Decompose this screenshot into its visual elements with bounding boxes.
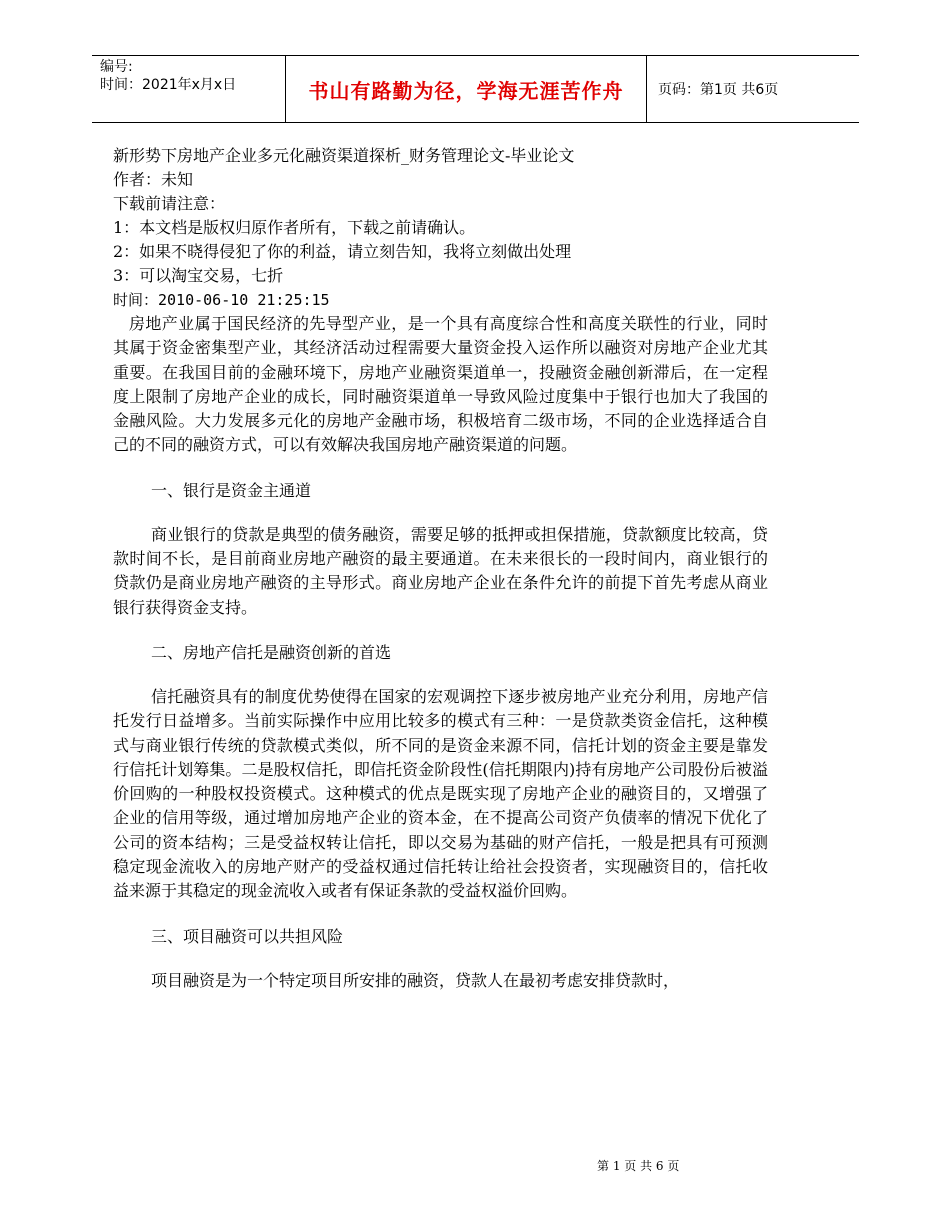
- section-body-3: 项目融资是为一个特定项目所安排的融资，贷款人在最初考虑安排贷款时，: [151, 970, 680, 990]
- header-meta: [100, 58, 236, 94]
- page-header: [92, 55, 859, 123]
- section-heading-2: 二、房地产信托是融资创新的首选: [151, 642, 392, 662]
- section-heading-3: 三、项目融资可以共担风险: [151, 926, 344, 946]
- publish-time: 时间：2010-06-10 21:25:15: [113, 291, 330, 309]
- section-heading-1: 一、银行是资金主通道: [151, 480, 312, 500]
- page-footer: 第 1 页 共 6 页: [597, 1159, 680, 1173]
- notice-item: 2：如果不晓得侵犯了你的利益，请立刻告知，我将立刻做出处理: [113, 242, 572, 261]
- notice-heading: 下载前请注意：: [113, 194, 226, 213]
- doc-number-label: 编号:: [100, 59, 133, 75]
- section-body-1: 商业银行的贷款是典型的债务融资，需要足够的抵押或担保措施，贷款额度比较高，贷款时间不长，是目前商业房地产融资的最主要通道。在未来很长的一段时间内，商业银行的贷款仍是商业房地产融资的主导形式。商业房地产企业在条件允许的前提下首先考虑从商业银行获得资金支持。: [113, 524, 768, 617]
- header-time: 时间：2021年x月x日: [100, 77, 237, 93]
- notice-item: 3：可以淘宝交易，七折: [113, 266, 284, 285]
- header-motto: 书山有路勤为径，学海无涯苦作舟: [285, 56, 647, 122]
- author-line: 作者：未知: [113, 170, 194, 189]
- document-title: 新形势下房地产企业多元化融资渠道探析_财务管理论文-毕业论文: [113, 146, 575, 165]
- notice-item: 1：本文档是版权归原作者所有，下载之前请确认。: [113, 218, 476, 237]
- document-body: [113, 144, 768, 993]
- section-body-2: 信托融资具有的制度优势使得在国家的宏观调控下逐步被房地产业充分利用，房地产信托发行日益增多。当前实际操作中应用比较多的模式有三种：一是贷款类资金信托，这种模式与商业银行传统的贷款模式类似，所不同的是资金来源不同，信托计划的资金主要是靠发行信托计划筹集。二是股权信托，即信托资金阶段性(信托期限内)持有房地产公司股份后被溢价回购的一种股权投资模式。这种模式的优点是既实现了房地产企业的融资目的，又增强了企业的信用等级，通过增加房地产企业的资本金，在不提高公司资产负债率的情况下优化了公司的资本结构；三是受益权转让信托，即以交易为基础的财产信托，一般是把具有可预测稳定现金流收入的房地产财产的受益权通过信托转让给社会投资者，实现融资目的，信托收益来源于其稳定的现金流收入或者有保证条款的受益权溢价回购。: [113, 686, 768, 901]
- header-page-info: 页码：第1页 共6页: [658, 82, 779, 98]
- intro-paragraph: 房地产业属于国民经济的先导型产业，是一个具有高度综合性和高度关联性的行业，同时其属于资金密集型产业，其经济活动过程需要大量资金投入运作所以融资对房地产企业尤其重要。在我国目前的金融环境下，房地产业融资渠道单一，投融资金融创新滞后，在一定程度上限制了房地产企业的成长，同时融资渠道单一导致风险过度集中于银行也加大了我国的金融风险。大力发展多元化的房地产金融市场，积极培育二级市场，不同的企业选择适合自己的不同的融资方式，可以有效解决我国房地产融资渠道的问题。: [113, 314, 768, 455]
